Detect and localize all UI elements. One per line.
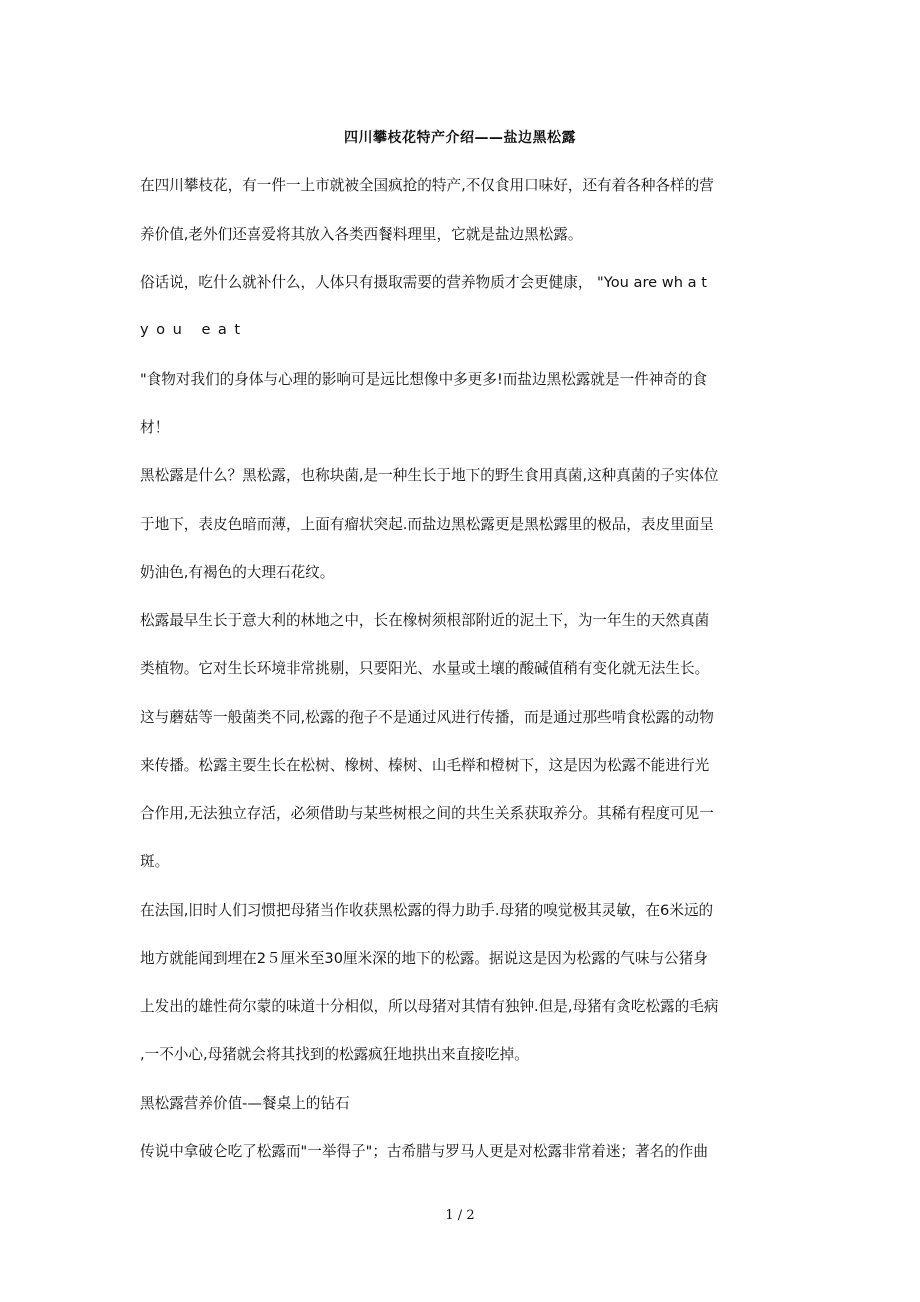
paragraph-line: 在法国,旧时人们习惯把母猪当作收获黑松露的得力助手.母猪的嗅觉极其灵敏，在6米远的: [140, 902, 714, 919]
paragraph-line: 上发出的雄性荷尔蒙的味道十分相似，所以母猪对其情有独钟.但是,母猪有贪吃松露的毛病: [140, 998, 719, 1015]
page-number: 1 / 2: [445, 1208, 475, 1223]
paragraph-line: 类植物。它对生长环境非常挑剔，只要阳光、水量或土壤的酸碱值稍有变化就无法生长。: [140, 660, 710, 677]
paragraph-line: 这与蘑菇等一般菌类不同,松露的孢子不是通过风进行传播，而是通过那些啃食松露的动物: [140, 709, 714, 726]
paragraph-line: 来传播。松露主要生长在松树、橡树、榛树、山毛榉和橙树下，这是因为松露不能进行光: [140, 757, 710, 774]
paragraph-line: 黑松露是什么？黑松露，也称块菌,是一种生长于地下的野生食用真菌,这种真菌的子实体位: [140, 467, 719, 484]
paragraph-line: 材！: [140, 419, 170, 436]
paragraph-line: 传说中拿破仑吃了松露而"一举得子"；古希腊与罗马人更是对松露非常着迷；著名的作曲: [140, 1143, 708, 1160]
paragraph-line: 奶油色,有褐色的大理石花纹。: [140, 564, 335, 581]
paragraph-line: "食物对我们的身体与心理的影响可是远比想像中多更多!而盐边黑松露就是一件神奇的食: [140, 371, 708, 388]
paragraph-line: you eat: [140, 321, 248, 338]
paragraph-line: 合作用,无法独立存活，必须借助与某些树根之间的共生关系获取养分。其稀有程度可见一: [140, 805, 714, 822]
paragraph-line: 俗话说，吃什么就补什么，人体只有摄取需要的营养物质才会更健康， "You are wh a t: [140, 274, 707, 291]
paragraph-line: ,一不小心,母猪就会将其找到的松露疯狂地拱出来直接吃掉。: [140, 1046, 529, 1063]
paragraph-line: 地方就能闻到埋在2５厘米至30厘米深的地下的松露。据说这是因为松露的气味与公猪身: [140, 950, 708, 967]
paragraph-line: 在四川攀枝花，有一件一上市就被全国疯抢的特产,不仅食用口味好，还有着各种各样的营: [140, 177, 714, 194]
document-title: 四川攀枝花特产介绍——盐边黑松露: [344, 130, 576, 146]
section-heading: 黑松露营养价值-—餐桌上的钻石: [140, 1095, 350, 1112]
paragraph-line: 松露最早生长于意大利的林地之中，长在橡树须根部附近的泥土下，为一年生的天然真菌: [140, 612, 710, 629]
paragraph-line: 斑。: [140, 853, 170, 870]
paragraph-line: 于地下，表皮色暗而薄，上面有瘤状突起.而盐边黑松露更是黑松露里的极品，表皮里面呈: [140, 516, 714, 533]
paragraph-line: 养价值,老外们还喜爱将其放入各类西餐料理里，它就是盐边黑松露。: [140, 226, 583, 243]
